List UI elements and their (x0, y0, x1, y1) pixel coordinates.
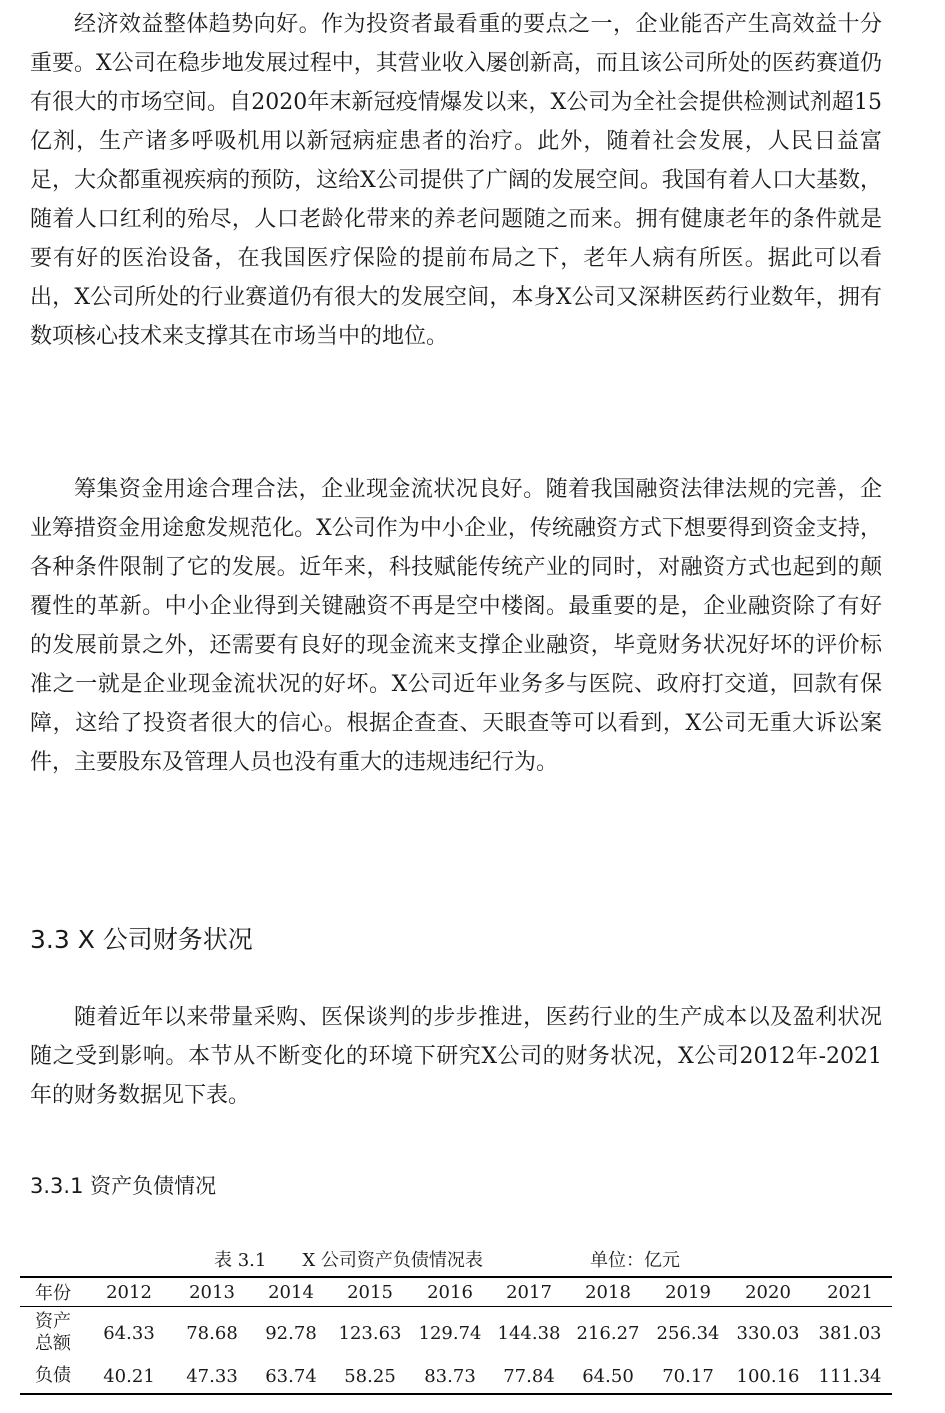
table-caption-unit: 单位：亿元 (590, 1250, 680, 1271)
table-cell: 78.68 (186, 1322, 238, 1344)
section-heading: 3.3 X 公司财务状况 (30, 925, 253, 954)
header-year: 2017 (490, 1277, 568, 1307)
table-cell: 40.21 (86, 1359, 172, 1394)
table-cell: 64.33 (103, 1322, 155, 1344)
row-label-total-assets (20, 1307, 86, 1360)
header-year: 2016 (410, 1277, 490, 1307)
table-cell: 256.34 (656, 1322, 720, 1344)
table-cell: 58.25 (330, 1359, 410, 1394)
table-cell: 123.63 (338, 1322, 402, 1344)
table-cell: 47.33 (172, 1359, 252, 1394)
table-cell: 129.74 (418, 1322, 482, 1344)
header-year: 2019 (648, 1277, 728, 1307)
table-row-liabilities (20, 1359, 892, 1394)
header-year: 2012 (86, 1277, 172, 1307)
table-cell: 216.27 (576, 1322, 640, 1344)
row-label-line: 资产 (35, 1311, 71, 1332)
table-cell: 70.17 (648, 1359, 728, 1394)
table-row-total-assets (20, 1307, 892, 1360)
header-year: 2015 (330, 1277, 410, 1307)
header-year: 2014 (252, 1277, 330, 1307)
table-header-row (20, 1277, 892, 1307)
subsection-heading: 3.3.1 资产负债情况 (30, 1174, 217, 1198)
header-year: 2018 (568, 1277, 648, 1307)
table-cell: 77.84 (490, 1359, 568, 1394)
table-caption-title: 表 3.1 X 公司资产负债情况表 (214, 1250, 483, 1271)
paragraph-financing-use: 筹集资金用途合理合法，企业现金流状况良好。随着我国融资法律法规的完善，企业筹措资金用途愈发规范化。X公司作为中小企业，传统融资方式下想要得到资金支持，各种条件限制了它的发展。近年来，科技赋能传统产业的同时，对融资方式也起到的颠覆性的革新。中小企业得到关键融资不再是空中楼阁。最重要的是，企业融资除了有好的发展前景之外，还需要有良好的现金流来支撑企业融资，毕竟财务状况好坏的评价标准之一就是企业现金流状况的好坏。X公司近年业务多与医院、政府打交道，回款有保障，这给了投资者很大的信心。根据企查查、天眼查等可以看到，X公司无重大诉讼案件，主要股东及管理人员也没有重大的违规违纪行为。 (30, 477, 882, 775)
table-cell: 83.73 (410, 1359, 490, 1394)
header-year: 2020 (728, 1277, 808, 1307)
row-label-line: 总额 (35, 1333, 71, 1354)
table-cell: 111.34 (808, 1359, 892, 1394)
header-year-label: 年份 (20, 1277, 86, 1307)
table-cell: 64.50 (568, 1359, 648, 1394)
paragraph-economic-benefit: 经济效益整体趋势向好。作为投资者最看重的要点之一，企业能否产生高效益十分重要。X公司在稳步地发展过程中，其营业收入屡创新高，而且该公司所处的医药赛道仍有很大的市场空间。自2020年末新冠疫情爆发以来，X公司为全社会提供检测试剂超15亿剂，生产诸多呼吸机用以新冠病症患者的治疗。此外，随着社会发展，人民日益富足，大众都重视疾病的预防，这给X公司提供了广阔的发展空间。我国有着人口大基数，随着人口红利的殆尽，人口老龄化带来的养老问题随之而来。拥有健康老年的条件就是要有好的医治设备，在我国医疗保险的提前布局之下，老年人病有所医。据此可以看出，X公司所处的行业赛道仍有很大的发展空间，本身X公司又深耕医药行业数年，拥有数项核心技术来支撑其在市场当中的地位。 (30, 12, 882, 349)
balance-sheet-table (20, 1276, 892, 1395)
header-year: 2021 (808, 1277, 892, 1307)
table-cell: 100.16 (728, 1359, 808, 1394)
row-label-liabilities: 负债 (20, 1359, 86, 1394)
table-cell: 381.03 (818, 1322, 882, 1344)
header-year: 2013 (172, 1277, 252, 1307)
paragraph-section-intro: 随着近年以来带量采购、医保谈判的步步推进，医药行业的生产成本以及盈利状况随之受到影响。本节从不断变化的环境下研究X公司的财务状况，X公司2012年-2021年的财务数据见下表。 (30, 1005, 882, 1108)
table-cell: 330.03 (736, 1322, 800, 1344)
table-cell: 144.38 (497, 1322, 561, 1344)
table-cell: 92.78 (265, 1322, 317, 1344)
table-cell: 63.74 (252, 1359, 330, 1394)
